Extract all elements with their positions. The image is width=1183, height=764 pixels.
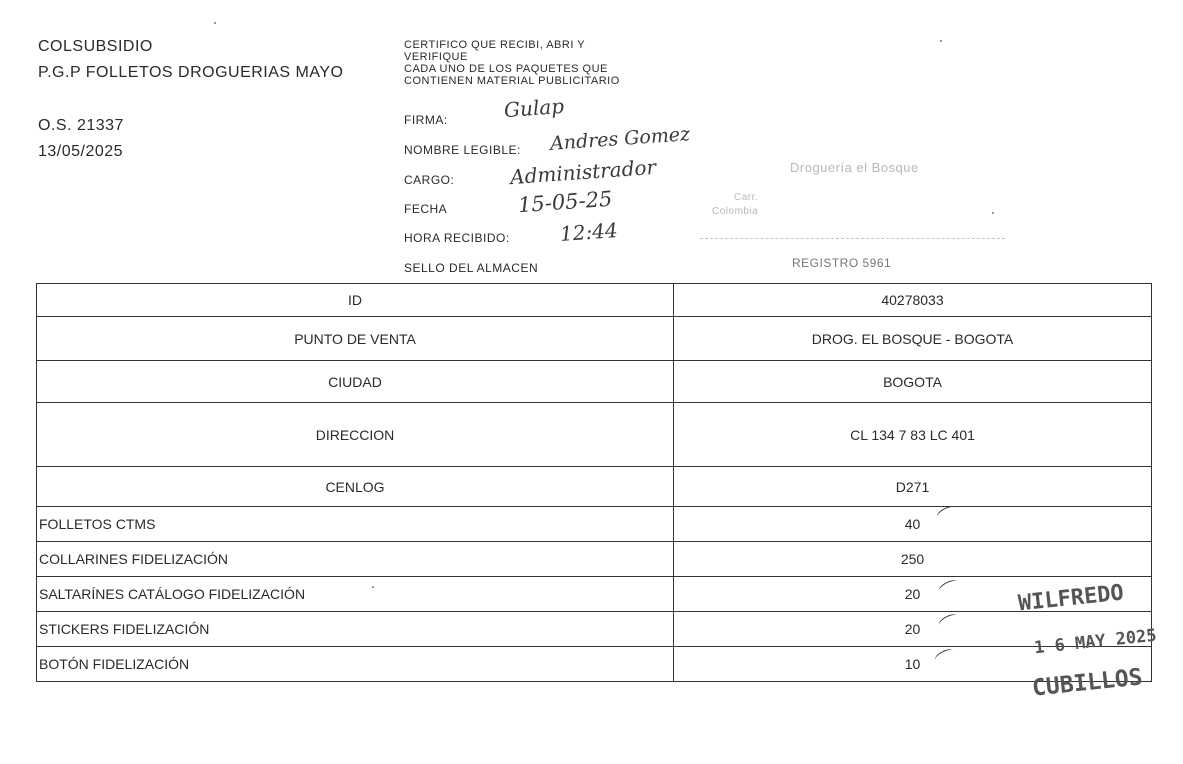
position-label: CARGO: (404, 173, 455, 187)
table-row (37, 403, 1152, 467)
table-key-address: DIRECCION (37, 403, 674, 467)
received-time-label: HORA RECIBIDO: (404, 231, 510, 245)
certificate-line: VERIFIQUE (404, 51, 468, 63)
time-handwriting: 12:44 (559, 218, 619, 246)
certificate-line: CERTIFICO QUE RECIBI, ABRI Y (404, 39, 586, 51)
position-handwriting: Administrador (509, 154, 657, 190)
table-row (37, 542, 1152, 577)
table-value-quantity: 40 (674, 507, 1152, 542)
table-row (37, 467, 1152, 507)
table-row (37, 317, 1152, 361)
faded-stamp-line: Colombia (712, 206, 759, 217)
stamp-name-bottom: CUBILLOS (1030, 664, 1144, 702)
table-key-item: SALTARÍNES CATÁLOGO FIDELIZACIÓN (37, 577, 674, 612)
table-value-id: 40278033 (674, 284, 1152, 317)
table-key-item: COLLARINES FIDELIZACIÓN (37, 542, 674, 577)
table-key-id: ID (37, 284, 674, 317)
date-label: FECHA (404, 202, 448, 216)
scan-speck (214, 22, 216, 24)
table-value-quantity: 20 (674, 577, 1152, 612)
table-key-cenlog: CENLOG (37, 467, 674, 507)
table-value-quantity: 20 (674, 612, 1152, 647)
table-value-point-of-sale: DROG. EL BOSQUE - BOGOTA (674, 317, 1152, 361)
stamp-date: 1 6 MAY 2025 (1033, 625, 1158, 659)
table-row (37, 361, 1152, 403)
name-label: NOMBRE LEGIBLE: (404, 143, 521, 157)
table-key-item: FOLLETOS CTMS (37, 507, 674, 542)
signature-label: FIRMA: (404, 113, 448, 127)
table-value-address: CL 134 7 83 LC 401 (674, 403, 1152, 467)
registro-stamp: REGISTRO 5961 (792, 256, 892, 270)
faded-stamp-line: Carr. (734, 192, 759, 203)
table-value-cenlog: D271 (674, 467, 1152, 507)
stamp-name-top: WILFREDO (1016, 580, 1125, 617)
scan-speck (992, 212, 994, 214)
scan-speck (372, 586, 374, 588)
table-row (37, 612, 1152, 647)
table-row (37, 284, 1152, 317)
certificate-line: CONTIENEN MATERIAL PUBLICITARIO (404, 75, 620, 87)
project-title: P.G.P FOLLETOS DROGUERIAS MAYO (38, 64, 344, 81)
table-key-point-of-sale: PUNTO DE VENTA (37, 317, 674, 361)
delivery-table (36, 283, 1152, 682)
warehouse-seal-label: SELLO DEL ALMACEN (404, 261, 539, 275)
signature-handwriting: Gulap (503, 93, 565, 123)
org-name: COLSUBSIDIO (38, 38, 153, 55)
date-handwriting: 15-05-25 (517, 186, 614, 218)
table-key-city: CIUDAD (37, 361, 674, 403)
name-handwriting: Andres Gomez (549, 123, 691, 155)
faded-stamp-divider (700, 238, 1005, 239)
table-key-item: STICKERS FIDELIZACIÓN (37, 612, 674, 647)
table-value-quantity: 250 (674, 542, 1152, 577)
table-value-city: BOGOTA (674, 361, 1152, 403)
certificate-line: CADA UNO DE LOS PAQUETES QUE (404, 63, 608, 75)
table-row (37, 647, 1152, 682)
os-number: O.S. 21337 (38, 117, 124, 134)
table-key-item: BOTÓN FIDELIZACIÓN (37, 647, 674, 682)
header-date: 13/05/2025 (38, 143, 124, 160)
table-row (37, 577, 1152, 612)
faded-stamp-line: Droguería el Bosque (790, 160, 919, 175)
table-row (37, 507, 1152, 542)
table-value-quantity: 10 (674, 647, 1152, 682)
scan-speck (940, 40, 942, 42)
